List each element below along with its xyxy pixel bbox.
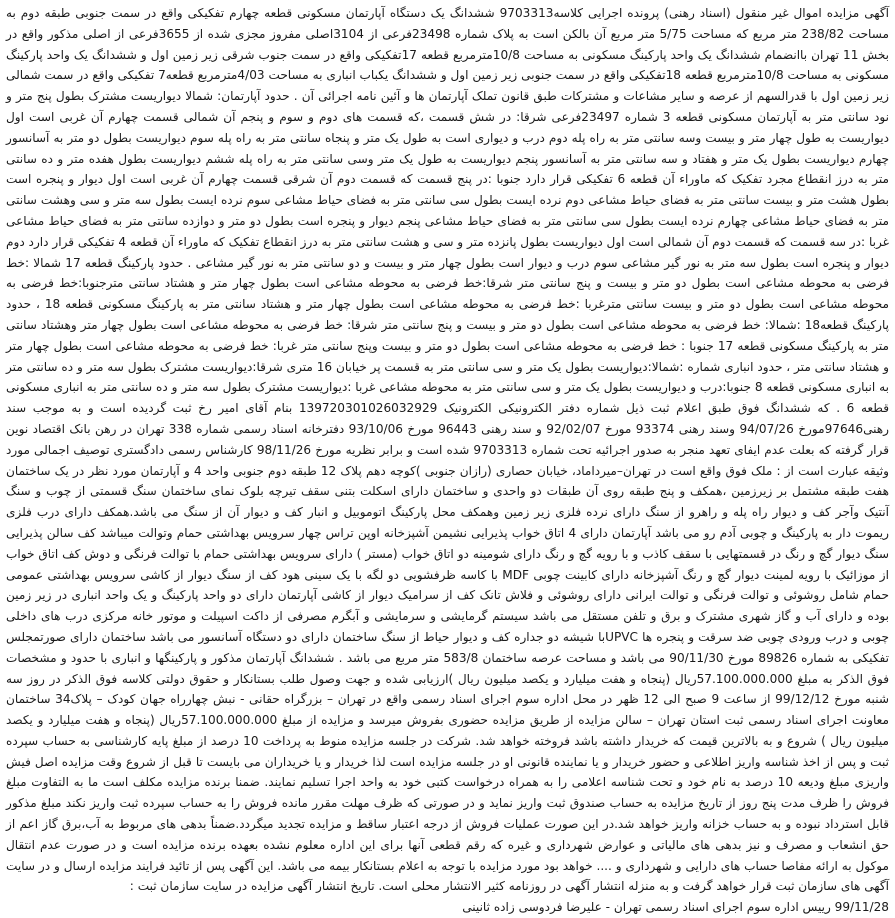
auction-notice bbox=[6, 3, 889, 918]
notice-body: آگهی مزایده اموال غیر منقول (اسناد رهنی) پرونده اجرایی کلاسه9703313 ششدانگ یک دستگاه آپارتمان مسکونی قطعه چهارم تفکیکی واقع در سمت جنوبی طبقه دوم به مساحت 238/82 متر مربع که مساحت 5/75 متر مربع آن بالکن است به پلاک شماره 23498فرعی از 3104اصلی مفروز مجزی شده از 3655فرعی از اصلی مذکور واقع در بخش 11 تهران باانضمام ششدانگ یک واحد پارکینگ مسکونی به مساحت 10/8مترمربع قطعه 17تفکیکی واقع در سمت جنوب شرقی زیر زمین اول و ششدانگ یک واحد پارکینگ مسکونی به مساحت 10/8مترمربع قطعه 18تفکیکی واقع در سمت جنوبی زیر زمین اول و ششدانگ یکباب انباری به مساحت 4/03مترمربع قطعه7 تفکیکی واقع در سمت شمالی زیر زمین اول با قدرالسهم از عرصه و سایر مشاعات و مشترکات طبق قانون تملک آپارتمان ها و آئین نامه اجرائی آن . حدود آپارتمان: شمالا دیواریست مشترک بطول پنج متر و نود سانتی متر به آپارتمان مسکونی قطعه 3 شماره 23497فرعی شرقا: در شش قسمت ،که قسمت های دوم و سوم و پنجم آن شمالی قسمت چهارم آن غربی است اول دیواریست به طول چهار متر و بیست وسه سانتی متر به راه پله دوم درب و دیواری است به طول یک متر و پنجاه سانتی متر به راه پله سوم دیواریست بطول دو متر به آسانسور چهارم دیواریست بطول یک متر و هفتاد و سه سانتی متر به آسانسور پنجم دیواریست به طول یک متر وسی سانتی متر به راه پله ششم دیواریست بطول هفده متر و ده سانتی متر به درز انقطاع مجرد تفکیک که ماوراء آن قطعه 6 تفکیکی قرار دارد جنوبا :در پنج قسمت که قسمت دوم آن شرقی قسمت چهارم آن غربی است اول دیوار و پنجره است بطول هشت متر و بیست سانتی متر به فضای حیاط مشاعی دوم نرده ایست بطول سی سانتی متر به فضای حیاط مشاعی سوم نرده ایست بطول سه متر و سی وهشت سانتی متر به فضای حیاط مشاعی چهارم نرده ایست بطول سی سانتی متر به فضای حیاط مشاعی پنجم دیوار و پنجره است بطول دو متر و دوازده سانتی متر به فضای حیاط مشاعی غربا :در سه قسمت که قسمت دوم آن شمالی است اول دیواریست بطول پانزده متر و سی و هشت سانتی متر به درز انقطاع تفکیک که ماوراء آن قطعه 4 تفکیکی قرار دارد دوم دیوار و پنجره است بطول سه متر به نور گیر مشاعی سوم درب و دیوار است بطول چهار متر و بیست و دو سانتی متر به نور گیر مشاعی . حدود پارکینگ قطعه 17 شمالا :خط فرضی به محوطه مشاعی است بطول دو متر و بیست و پنج سانتی متر شرقا:خط فرضی به محوطه مشاعی است بطول چهار متر و هشتاد سانتی مترجنوبا:خط فرضی به محوطه مشاعی است بطول دو متر و بیست سانتی مترغربا :خط فرضی به محوطه مشاعی است بطول چهار متر و هشتاد سانتی متر به پارکینگ مسکونی قطعه 18 ، حدود پارکینگ قطعه18 :شمالا: خط فرضی به محوطه مشاعی است بطول دو متر و بیست و پنج سانتی متر شرقا: خط فرضی به محوطه مشاعی است بطول چهار متر وهشتاد سانتی متر به پارکینگ مسکونی قطعه 17 جنوبا : خط فرضی به محوطه مشاعی است بطول دو متر و بیست وپنج سانتی متر غربا: خط فرضی به محوطه مشاعی است بطول چهار متر و هشتاد سانتی متر ، حدود انباری شماره :شمالا:دیواریست بطول یک متر و سی سانتی متر به قسمت پر خیابان 16 متری شرقا:دیواریست مشترک بطول سه متر و ده سانتی متر به انباری مسکونی قطعه 8 جنوبا:درب و دیواریست بطول یک متر و سی سانتی متر به محوطه مشاعی غربا :دیواریست مشترک بطول سه متر و ده سانتی متر به انباری مسکونی قطعه 6 . که ششدانگ فوق طبق اعلام ثبت ذیل شماره دفتر الکترونیکی الکترونیک 139720301026032929 بنام آقای امیر رخ ثبت گردیده است و به موجب سند رهنی97646مورخ 94/07/26 وسند رهنی 93374 مورخ 92/02/07 و سند رهنی 96443 مورخ 93/10/06 دفترخانه اسناد رسمی شماره 338 تهران در رهن بانک اقتصاد نوین قرار گرفته که بعلت عدم ایفای تعهد منجر به صدور اجرائیه تحت شماره 9703313 شده است و برابر نظریه مورخ 98/11/26 کارشناس رسمی دادگستری توصیف اجمالی مورد وثیقه عبارت است از : ملک فوق واقع است در تهران–میرداماد، خیابان حصاری (رازان جنوبی )کوچه دهم پلاک 12 طبقه دوم جنوبی واحد 4 و آپارتمان مورد نظر در یک ساختمان هفت طبقه مشتمل بر زیرزمین ،همکف و پنج طبقه روی آن طبقات دو واحدی و ساختمان دارای اسکلت بتنی سقف تیرچه بلوک نمای ساختمان سنگ قسمتی از چوب و سنگ آنتیک وآجر کف و دیوار راه پله و راهرو از سنگ دارای نرده فلزی زیر زمین وهمکف محل پارکینگ اتوموبیل و انبار کف و دیوار آن از سنگ می باشد.همکف دارای درب فلزی ریموت دار به پارکینگ و چوبی آدم رو می باشد آپارتمان دارای 4 اتاق خواب پذیرایی نشیمن آشپزخانه اوپن تراس چهار سرویس بهداشتی حمام وتوالت میباشد کف سالن پذیرایی سنگ دیوار گچ و رنگ در قسمتهایی با سقف کاذب و با رویه گچ و رنگ دارای شومینه دو اتاق خواب (مستر ) دارای سرویس بهداشتی حمام با توالت فرنگی و دوش کف اتاق خواب از موزائیک با رویه لمینت دیوار گچ و رنگ آشپزخانه دارای کابینت چوبی MDF با کاسه ظرفشویی دو لگه با یک سینی هود کف از سنگ دیوار از کاشی سرویس بهداشتی عمومی حمام شامل روشوئی و توالت فرنگی و توالت ایرانی دارای روشوئی و فلاش تانک کف از سرامیک دیوار از کاشی آپارتمان دارای دو واحد پارکینگ و یک واحد انباری در زیر زمین بوده و دارای آب و گاز شهری مشترک و برق و تلفن مستقل می باشد سیستم گرمایشی و سرمایشی و آبگرم مصرفی از داکت اسپیلت و موتور خانه مرکزی درب های داخلی چوبی و درب ورودی چوبی ضد سرقت و پنجره ها UPVCبا شیشه دو جداره کف و دیوار حیاط از سنگ ساختمان دارای دو دستگاه آسانسور می باشد ساختمان دارای صورتمجلس تفکیکی به شماره 89826 مورخ 90/11/30 می باشد و مساحت عرصه ساختمان 583/8 متر مربع می باشد . ششدانگ آپارتمان مذکور و پارکینگها و انباری با حدود و مشخصات فوق الذکر به مبلغ 57.100.000.000ریال (پنجاه و هفت میلیارد و یکصد میلیون ریال )ارزیابی شده و جهت وصول طلب بستانکار و حقوق دولتی کلاسه فوق الذکر در روز سه شنبه مورخ 99/12/12 از ساعت 9 صبح الی 12 ظهر در محل اداره سوم اجرای اسناد رسمی واقع در تهران – بزرگراه حقانی - نبش چهارراه جهان کودک – پلاک34 ساختمان معاونت اجرای اسناد رسمی ثبت استان تهران – سالن مزایده از طریق مزایده حضوری بفروش میرسد و مزایده از مبلغ 57.100.000.000ریال (پنجاه و هفت میلیارد و یکصد میلیون ریال ) شروع و به بالاترین قیمت که خریدار داشته باشد فروخته خواهد شد. شرکت در جلسه مزایده منوط به پرداخت 10 درصد از مبلغ پایه کارشناسی به حساب سپرده ثبت و پس از اخذ شناسه واریز اطلاعی و حضور خریدار و یا نماینده قانونی او در جلسه مزایده است لذا خریدار و یا خریداران می بایست تا قبل از شروع وقت مزایده اصل فیش واریزی مبلغ ودیعه 10 درصد به نام خود و تحت شناسه اعلامی را به همراه درخواست کتبی خود به واحد اجرا تسلیم نمایند. ضمنا برنده مزایده مکلف است ما به التفاوت مبلغ فروش را ظرف مدت پنج روز از تاریخ مزایده به حساب صندوق ثبت واریز نماید و در صورتی که ظرف مهلت مقرر مانده فروش را به حساب سپرده ثبت واریز نکند مبلغ مذکور قابل استرداد نبوده و به حساب خزانه واریز خواهد شد.در این صورت عملیات فروش از درجه اعتبار ساقط و مزایده تجدید میگردد.ضمناً بدهی های مربوط به آب،برق گاز اعم از حق انشعاب و مصرف و نیز بدهی های مالیاتی و عوارض شهرداری و غیره که رقم قطعی آنها برای این اداره معلوم نشده بعهده برنده مزایده است و در صورت عدم انتقال موکول به ارائه مفاصا حساب های دارایی و شهرداری و .... خواهد بود مورد مزایده با توجه به اعلام بستانکار بیمه می باشد. این آگهی پس از تائید فرایند مزایده ارسال و در سایت آگهی های سازمان ثبت قرار خواهد گرفت و به منزله انتشار آگهی در روزنامه کثیر الانتشار محلی است. تاریخ انتشار آگهی مزایده در سایت سازمان ثبت : bbox=[6, 6, 890, 894]
notice-signature: 99/11/28 رییس اداره سوم اجرای اسناد رسمی تهران - علیرضا فردوسی زاده ثانینی bbox=[462, 900, 889, 915]
